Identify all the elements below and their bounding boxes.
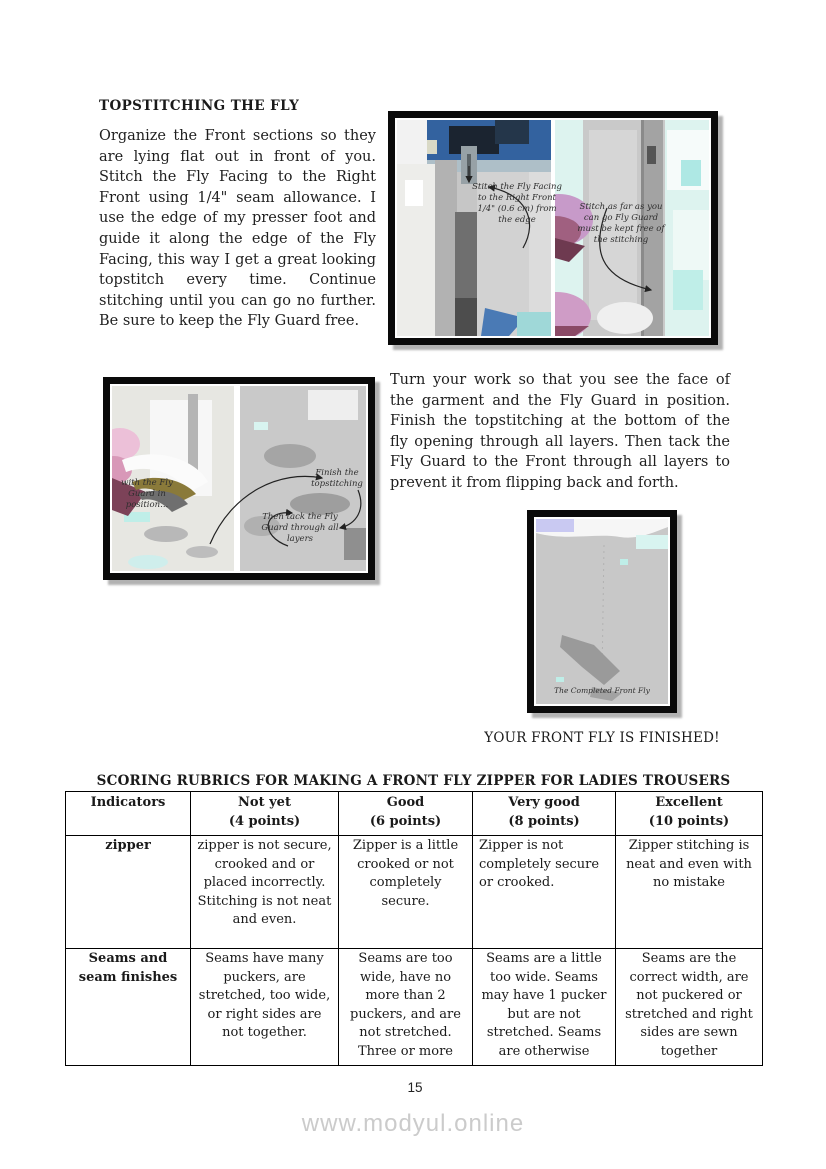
cell-very-good: Seams are a little too wide. Seams may have 1 pucker but are not stretched. Seams are otherwise bbox=[473, 949, 616, 1066]
sewing-machine-photo bbox=[397, 120, 551, 336]
header-line1: Very good bbox=[508, 795, 580, 810]
figure-caption: YOUR FRONT FLY IS FINISHED! bbox=[484, 730, 720, 746]
figure-topstitch-photos bbox=[388, 111, 718, 345]
annotation-finish-topstitching: Finish the topstitching bbox=[311, 468, 363, 489]
annotation-stitch-as-far: Stitch as far as you can go Fly Guard must be kept free of the stitching bbox=[577, 202, 665, 245]
cell-good: Zipper is a little crooked or not completely secure. bbox=[339, 836, 473, 949]
rubric-row-zipper bbox=[66, 836, 763, 949]
cell-indicator: Seams and seam finishes bbox=[66, 949, 191, 1066]
header-line2: (6 points) bbox=[369, 813, 442, 829]
rubric-row-seams bbox=[66, 949, 763, 1066]
header-line1: Indicators bbox=[90, 795, 166, 810]
cell-not-yet: Seams have many puckers, are stretched, too wide, or right sides are not together. bbox=[191, 949, 339, 1066]
figure-fly-guard-photos bbox=[103, 377, 375, 580]
annotation-completed-front-fly: The Completed Front Fly bbox=[554, 686, 650, 695]
completed-front-fly-photo bbox=[536, 519, 668, 704]
figure-topstitch-photo-body bbox=[397, 120, 709, 336]
header-indicators bbox=[66, 792, 191, 836]
cell-indicator: zipper bbox=[66, 836, 191, 949]
watermark: www.modyul.online bbox=[301, 1110, 525, 1137]
paragraph-turn-your-work: Turn your work so that you see the face of the garment and the Fly Guard in position. Finish the topstitching at the bottom of the fly opening through all layers. Then tack the Fly Guard to the Front through all layers to prevent it from flipping back and forth. bbox=[390, 372, 730, 491]
header-line2: (8 points) bbox=[508, 813, 580, 829]
cell-not-yet: zipper is not secure, crooked and or placed incorrectly. Stitching is not neat and even. bbox=[191, 836, 339, 949]
figure-completed-fly-photo bbox=[527, 510, 677, 713]
header-line2: (4 points) bbox=[228, 813, 301, 829]
header-line2: (10 points) bbox=[648, 813, 730, 829]
section-heading: TOPSTITCHING THE FLY bbox=[99, 98, 300, 114]
header-very-good bbox=[473, 792, 616, 836]
rubric-title: SCORING RUBRICS FOR MAKING A FRONT FLY ZIPPER FOR LADIES TROUSERS bbox=[96, 773, 731, 789]
header-excellent bbox=[616, 792, 763, 836]
header-line1: Excellent bbox=[655, 795, 723, 810]
header-not-yet bbox=[191, 792, 339, 836]
cell-good: Seams are too wide, have no more than 2 puckers, and are not stretched. Three or more bbox=[339, 949, 473, 1066]
rubric-header-row bbox=[66, 792, 763, 836]
annotation-with-fly-guard: with the Fly Guard in position... bbox=[121, 478, 173, 510]
rubric-table bbox=[65, 791, 763, 1066]
figure-completed-fly-photo-body bbox=[536, 519, 668, 704]
page-number: 15 bbox=[407, 1080, 423, 1095]
cell-very-good: Zipper is not completely secure or crooked. bbox=[473, 836, 616, 949]
annotation-stitch-fly-facing: Stitch the Fly Facing to the Right Front 1/4" (0.6 cm) from the edge bbox=[472, 182, 562, 225]
annotation-tack-fly-guard: Then tack the Fly Guard through all layers bbox=[261, 512, 339, 544]
header-line1: Good bbox=[386, 795, 425, 810]
figure-fly-guard-photo-body bbox=[112, 386, 366, 571]
cell-excellent: Seams are the correct width, are not puckered or stretched and right sides are sewn together bbox=[616, 949, 763, 1066]
header-line1: Not yet bbox=[238, 795, 291, 810]
cell-excellent: Zipper stitching is neat and even with no mistake bbox=[616, 836, 763, 949]
paragraph-topstitching: Organize the Front sections so they are lying flat out in front of you. Stitch the Fly Facing to the Right Front using 1/4" seam allowance. I use the edge of my presser foot and guide it along the edge of the Fly Facing, this way I get a great looking topstitch every time. Continue stitching until you can go no further. Be sure to keep the Fly Guard free. bbox=[99, 128, 376, 330]
header-good bbox=[339, 792, 473, 836]
